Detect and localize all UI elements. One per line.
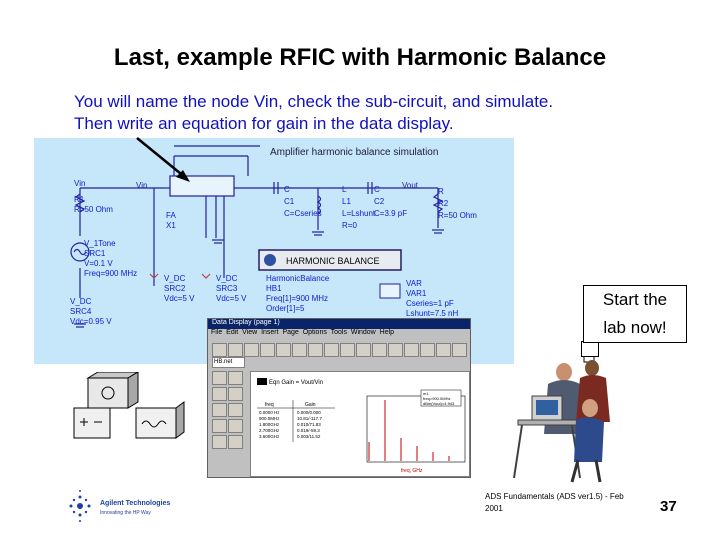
data-display-canvas <box>250 371 470 477</box>
desk-icon <box>518 420 578 425</box>
menu-help[interactable]: Help <box>379 329 395 336</box>
components-cubes-icon <box>66 372 186 444</box>
col-gain: Gain <box>305 402 316 408</box>
toolbar-button[interactable] <box>452 343 467 357</box>
c2-label-2: C=3.9 pF <box>374 209 408 218</box>
page-number: 37 <box>660 498 677 515</box>
hb-button-label: HARMONIC BALANCE <box>286 256 380 266</box>
toolbar-button[interactable] <box>276 343 291 357</box>
toolbar-button[interactable] <box>324 343 339 357</box>
c1-label-1: C1 <box>284 197 295 206</box>
src-label-1: R1 <box>74 195 85 204</box>
course-footer <box>485 491 624 515</box>
var-label-2: Cseries=1 pF <box>406 299 454 308</box>
agilent-spark-icon <box>66 488 176 524</box>
schematic-heading: Amplifier harmonic balance simulation <box>270 147 439 158</box>
window-menubar <box>208 329 471 339</box>
toolbar-button[interactable] <box>340 343 355 357</box>
subtitle-line-1: You will name the node Vin, check the sub-circuit, and simulate. <box>74 92 554 111</box>
toolbar-button[interactable] <box>404 343 419 357</box>
src-label-4: V_1Tone <box>84 239 116 248</box>
dc2-label-2: Vdc=5 V <box>164 294 195 303</box>
menu-view[interactable]: View <box>242 329 258 336</box>
src-label-7: Freq=900 MHz <box>84 269 138 278</box>
freq-3: 2.700GHz <box>259 428 280 433</box>
l1-label-1: L1 <box>342 197 351 206</box>
freq-4: 3.600GHz <box>259 434 280 439</box>
person-head-icon <box>585 360 599 376</box>
freq-1: 900.0MHz <box>259 416 280 421</box>
c1-label-2: C=Cseries <box>284 209 322 218</box>
r2-label-2: R=50 Ohm <box>438 211 477 220</box>
dataset-dropdown[interactable]: HB.net <box>212 357 245 368</box>
toolbar-button[interactable] <box>372 343 387 357</box>
palette-button[interactable] <box>212 419 227 433</box>
menu-edit[interactable]: Edit <box>226 329 239 336</box>
palette-button[interactable] <box>212 435 227 449</box>
toolbar-button[interactable] <box>212 343 227 357</box>
menu-window[interactable]: Window <box>350 329 376 336</box>
marker-value: dBm(Vout)=4.943 <box>423 401 455 406</box>
c2-label-1: C2 <box>374 197 385 206</box>
toolbar-button[interactable] <box>436 343 451 357</box>
person-head-icon <box>582 399 598 417</box>
palette-button[interactable] <box>228 435 243 449</box>
menu-insert[interactable]: Insert <box>261 329 279 336</box>
equation-text: Eqn Gain = Vout/Vin <box>269 380 324 386</box>
l1-label-2: L=Lshunt <box>342 209 376 218</box>
marker-name: m1 <box>423 391 429 396</box>
l1-label-0: L <box>342 185 347 194</box>
callout-bubble <box>583 285 687 343</box>
lab-illustration <box>500 338 680 488</box>
var-label-3: Lshunt=7.5 nH <box>406 309 459 318</box>
palette-button[interactable] <box>228 419 243 433</box>
dc2-label-1: SRC2 <box>164 284 186 293</box>
menu-page[interactable]: Page <box>282 329 299 336</box>
toolbar-button[interactable] <box>388 343 403 357</box>
c2-label-0: C <box>374 185 380 194</box>
x1-label-0: FA <box>166 211 176 220</box>
palette-button[interactable] <box>212 387 227 401</box>
hb-label-0: HarmonicBalance <box>266 274 330 283</box>
hb-label-1: HB1 <box>266 284 282 293</box>
menu-tools[interactable]: Tools <box>330 329 347 336</box>
node-vin-label: Vin <box>136 181 148 190</box>
hb-label-2: Freq[1]=900 MHz <box>266 294 329 303</box>
agilent-company: Agilent Technologies <box>100 500 171 507</box>
callout-tail <box>581 341 599 357</box>
window-title: Data Display (page 1) <box>212 319 280 326</box>
menu-file[interactable]: File <box>211 329 223 336</box>
gain-4: 0.003/11.52 <box>297 434 321 439</box>
person-head-icon <box>556 363 572 381</box>
window-titlebar <box>208 319 470 329</box>
palette-toolbar <box>212 371 248 475</box>
x1-label-1: X1 <box>166 221 176 230</box>
l1-label-3: R=0 <box>342 221 357 230</box>
toolbar-button[interactable] <box>356 343 371 357</box>
toolbar-button[interactable] <box>292 343 307 357</box>
toolbar-button[interactable] <box>244 343 259 357</box>
agilent-tagline: Innovating the HP Way <box>100 510 151 516</box>
src-label-2: R=50 Ohm <box>74 205 113 214</box>
dc3-label-2: Vdc=5 V <box>216 294 247 303</box>
person-body-icon <box>574 417 604 462</box>
ads-data-display-window <box>207 318 471 478</box>
toolbar-button[interactable] <box>420 343 435 357</box>
dc-label-2: Vdc=0.95 V <box>70 317 112 326</box>
r2-label-0: R <box>438 187 444 196</box>
marker-freq: freq=900.0MHz <box>423 396 451 401</box>
col-freq: freq <box>265 402 274 408</box>
palette-button[interactable] <box>228 403 243 417</box>
gain-3: 0.019/-59.3 <box>297 428 320 433</box>
node-vout-label: Vout <box>402 181 419 190</box>
course-line-1: ADS Fundamentals (ADS ver1.5) - Feb <box>485 492 624 501</box>
src-label-0: Vin <box>74 179 86 188</box>
freq-2: 1.800GHz <box>259 422 280 427</box>
callout-line-2: lab now! <box>603 318 667 337</box>
dc3-label-1: SRC3 <box>216 284 238 293</box>
src-label-6: V=0.1 V <box>84 259 113 268</box>
dc-label-0: V_DC <box>70 297 92 306</box>
palette-button[interactable] <box>228 387 243 401</box>
data-display-drawing <box>251 372 469 476</box>
toolbar-button[interactable] <box>308 343 323 357</box>
palette-button[interactable] <box>228 371 243 385</box>
toolbar-button[interactable] <box>260 343 275 357</box>
dc3-label-0: V_DC <box>216 274 238 283</box>
course-line-2: 2001 <box>485 504 503 513</box>
palette-button[interactable] <box>212 371 227 385</box>
palette-button[interactable] <box>212 403 227 417</box>
menu-options[interactable]: Options <box>302 329 327 336</box>
hb-label-3: Order[1]=5 <box>266 304 305 313</box>
r2-label-1: R2 <box>438 199 449 208</box>
plot-xlabel: freq, GHz <box>401 468 423 474</box>
gain-1: 10.81/-117.7 <box>297 416 322 421</box>
gain-2: 0.010/71.83 <box>297 422 321 427</box>
var-label-0: VAR <box>406 279 422 288</box>
callout-line-1: Start the <box>602 290 668 309</box>
src-label-5: SRC1 <box>84 249 106 258</box>
gain-0: 0.000/0.000 <box>297 410 321 415</box>
slide-title: Last, example RFIC with Harmonic Balance <box>113 44 607 71</box>
var-label-1: VAR1 <box>406 289 427 298</box>
subtitle-line-2: Then write an equation for gain in the data display. <box>74 114 454 133</box>
dc-label-1: SRC4 <box>70 307 92 316</box>
dc2-label-0: V_DC <box>164 274 186 283</box>
window-toolbar <box>208 341 470 367</box>
agilent-logo <box>66 488 176 529</box>
c1-label-0: C <box>284 185 290 194</box>
toolbar-button[interactable] <box>228 343 243 357</box>
freq-0: 0.0000 Hz <box>259 410 280 415</box>
